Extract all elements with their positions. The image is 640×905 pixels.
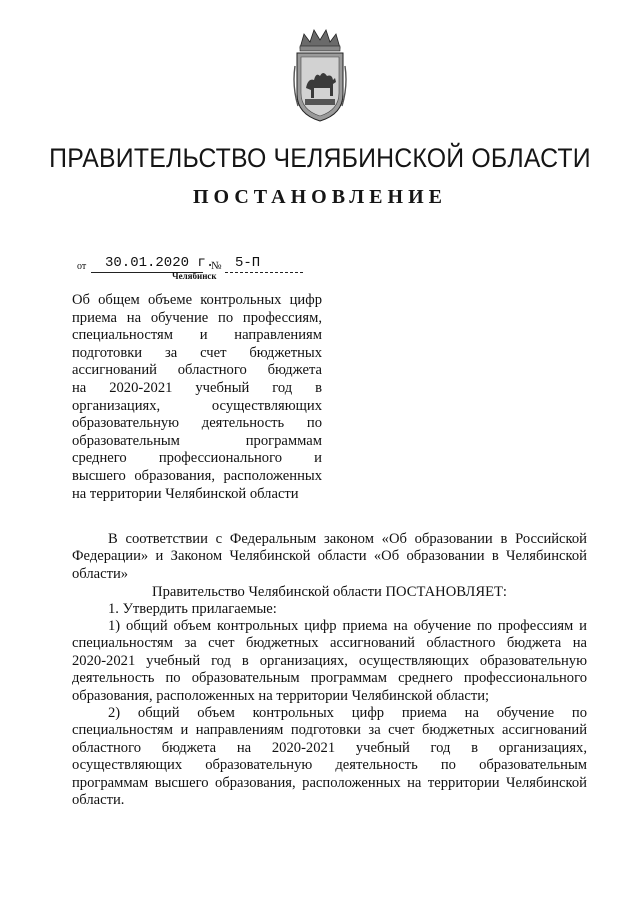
- subject-line: среднего профессионального и: [72, 450, 322, 467]
- number-underline: [225, 272, 303, 273]
- subitem-1-line: образования, расположенных на территории Челябинской области;: [72, 687, 490, 704]
- subitem-2-line: программам высшего образования, расположенных на территории Челябинской: [72, 774, 587, 791]
- item-1: 1. Утвердить прилагаемые:: [108, 601, 277, 617]
- subject-line: подготовки за счет бюджетных: [72, 344, 322, 361]
- intro-line: области»: [72, 565, 129, 582]
- subject-line: образовательную деятельность по: [72, 415, 322, 432]
- document-date: 30.01.2020 г.: [105, 255, 215, 271]
- coat-of-arms-icon: [292, 26, 348, 124]
- from-label: от: [77, 261, 87, 272]
- subitem-1-line: 2020-2021 учебный год в организациях, осуществляющих образовательную: [72, 652, 587, 669]
- subject-line: организациях, осуществляющих: [72, 397, 322, 414]
- subject-line: образовательным программам: [72, 432, 322, 449]
- subitem-2-line: осуществляющих образовательную деятельность по образовательным: [72, 757, 587, 774]
- subitem-1: [72, 618, 587, 705]
- subitem-1-line: 1) общий объем контрольных цифр приема на обучение по профессиям и: [108, 618, 587, 634]
- document-number: 5-П: [235, 255, 261, 271]
- subject-line: приема на обучение по профессиям,: [72, 309, 322, 326]
- subitem-2-line: областного бюджета на 2020-2021 учебный год в организациях,: [72, 739, 587, 756]
- city-name: Челябинск: [172, 271, 217, 281]
- subitem-2: [72, 705, 587, 809]
- number-label: №: [211, 260, 222, 272]
- subitem-1-line: деятельность по образовательным программам среднего профессионального: [72, 670, 587, 687]
- subitem-2-line: области.: [72, 792, 125, 809]
- subject-line: на 2020-2021 учебный год в: [72, 379, 322, 396]
- subject-line: высшего образования, расположенных: [72, 467, 322, 484]
- intro-paragraph: [72, 531, 587, 583]
- document-subject: [72, 292, 322, 503]
- resolve-line: Правительство Челябинской области ПОСТАНОВЛЯЕТ:: [152, 584, 507, 600]
- subject-line: Об общем объеме контрольных цифр: [72, 292, 322, 308]
- subject-line: специальностям и направлениям: [72, 327, 322, 344]
- subitem-2-line: 2) общий объем контрольных цифр приема на обучение по: [108, 705, 587, 721]
- intro-line: В соответствии с Федеральным законом «Об образовании в Российской: [108, 531, 587, 547]
- subitem-2-line: специальностям и направлениям подготовки за счет бюджетных ассигнований: [72, 722, 587, 739]
- government-title: ПРАВИТЕЛЬСТВО ЧЕЛЯБИНСКОЙ ОБЛАСТИ: [49, 143, 591, 173]
- subitem-1-line: специальностям за счет бюджетных ассигнований областного бюджета на: [72, 635, 587, 652]
- subject-line: на территории Челябинской области: [72, 485, 299, 502]
- document-type: ПОСТАНОВЛЕНИЕ: [193, 186, 447, 208]
- intro-line: Федерации» и Законом Челябинской области «Об образовании в Челябинской: [72, 548, 587, 565]
- subject-line: ассигнований областного бюджета: [72, 362, 322, 379]
